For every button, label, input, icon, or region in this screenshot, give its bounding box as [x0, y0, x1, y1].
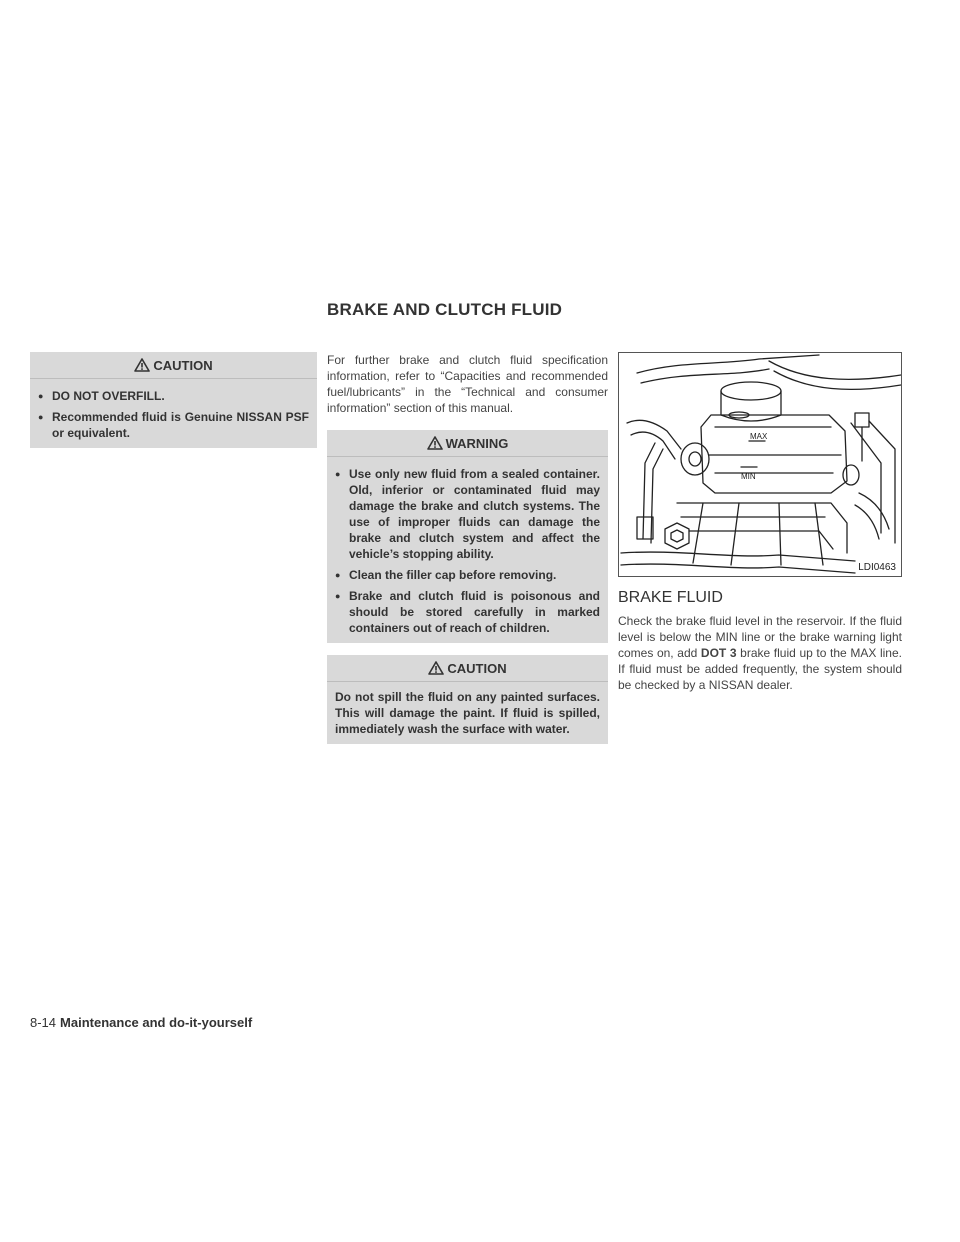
caution-header [327, 655, 608, 682]
caution-title: CAUTION [153, 357, 213, 373]
warning-list [327, 457, 608, 636]
caution-list [30, 379, 317, 441]
warning-title: WARNING [445, 435, 509, 451]
caution-header [30, 352, 317, 379]
warning-triangle-icon [428, 661, 444, 675]
brake-reservoir-figure [618, 352, 902, 577]
warning-item: ● Brake and clutch fluid is poisonous and should be stored carefully in marked containers out of reach of children. [335, 588, 600, 636]
chapter-name: Maintenance and do-it-yourself [60, 1015, 253, 1030]
page-footer [30, 1015, 252, 1030]
section-title: BRAKE AND CLUTCH FLUID [327, 300, 563, 319]
caution-title: CAUTION [447, 660, 507, 676]
figure-id: LDI0463 [858, 562, 896, 573]
dot3-emphasis: DOT 3 [700, 646, 737, 660]
caution-item: ● Recommended fluid is Genuine NISSAN PSF or equivalent. [38, 409, 309, 441]
caution-text: Do not spill the fluid on any painted surfaces. This will damage the paint. If fluid is spilled, immediately wash the surface with water. [335, 690, 600, 736]
caution-item: ● DO NOT OVERFILL. [38, 388, 309, 404]
column-right [618, 352, 902, 693]
para-part: brake fluid up to the MAX line. If fluid must be added frequently, the system should be checked by a NISSAN dealer. [618, 646, 902, 692]
column-left [30, 352, 317, 448]
page-number: 8-14 [30, 1015, 57, 1030]
warning-box [327, 430, 608, 643]
para-part: Check the brake fluid level in the reservoir. If the fluid level is below the MIN line or the brake warning light comes on, add [618, 614, 902, 660]
caution-box-2 [327, 655, 608, 744]
warning-item: ● Use only new fluid from a sealed container. Old, inferior or contaminated fluid may damage the brake and clutch systems. The use of improper fluids can damage the brake and clutch system and affect the vehicle’s stopping ability. [335, 466, 600, 562]
brake-fluid-paragraph [618, 613, 902, 693]
caution-box [30, 352, 317, 448]
warning-triangle-icon [134, 358, 150, 372]
brake-reservoir-illustration [619, 353, 901, 576]
intro-paragraph: For further brake and clutch fluid specification information, refer to “Capacities and recommended fuel/lubricants” in the “Technical and consumer information” section of this manual. [327, 353, 608, 415]
max-label: MAX [750, 432, 768, 441]
warning-item: ● Clean the filler cap before removing. [335, 567, 600, 583]
column-middle [327, 352, 608, 744]
min-label: MIN [741, 472, 756, 481]
brake-fluid-heading: BRAKE FLUID [618, 589, 723, 606]
warning-triangle-icon [427, 436, 443, 450]
warning-header [327, 430, 608, 457]
